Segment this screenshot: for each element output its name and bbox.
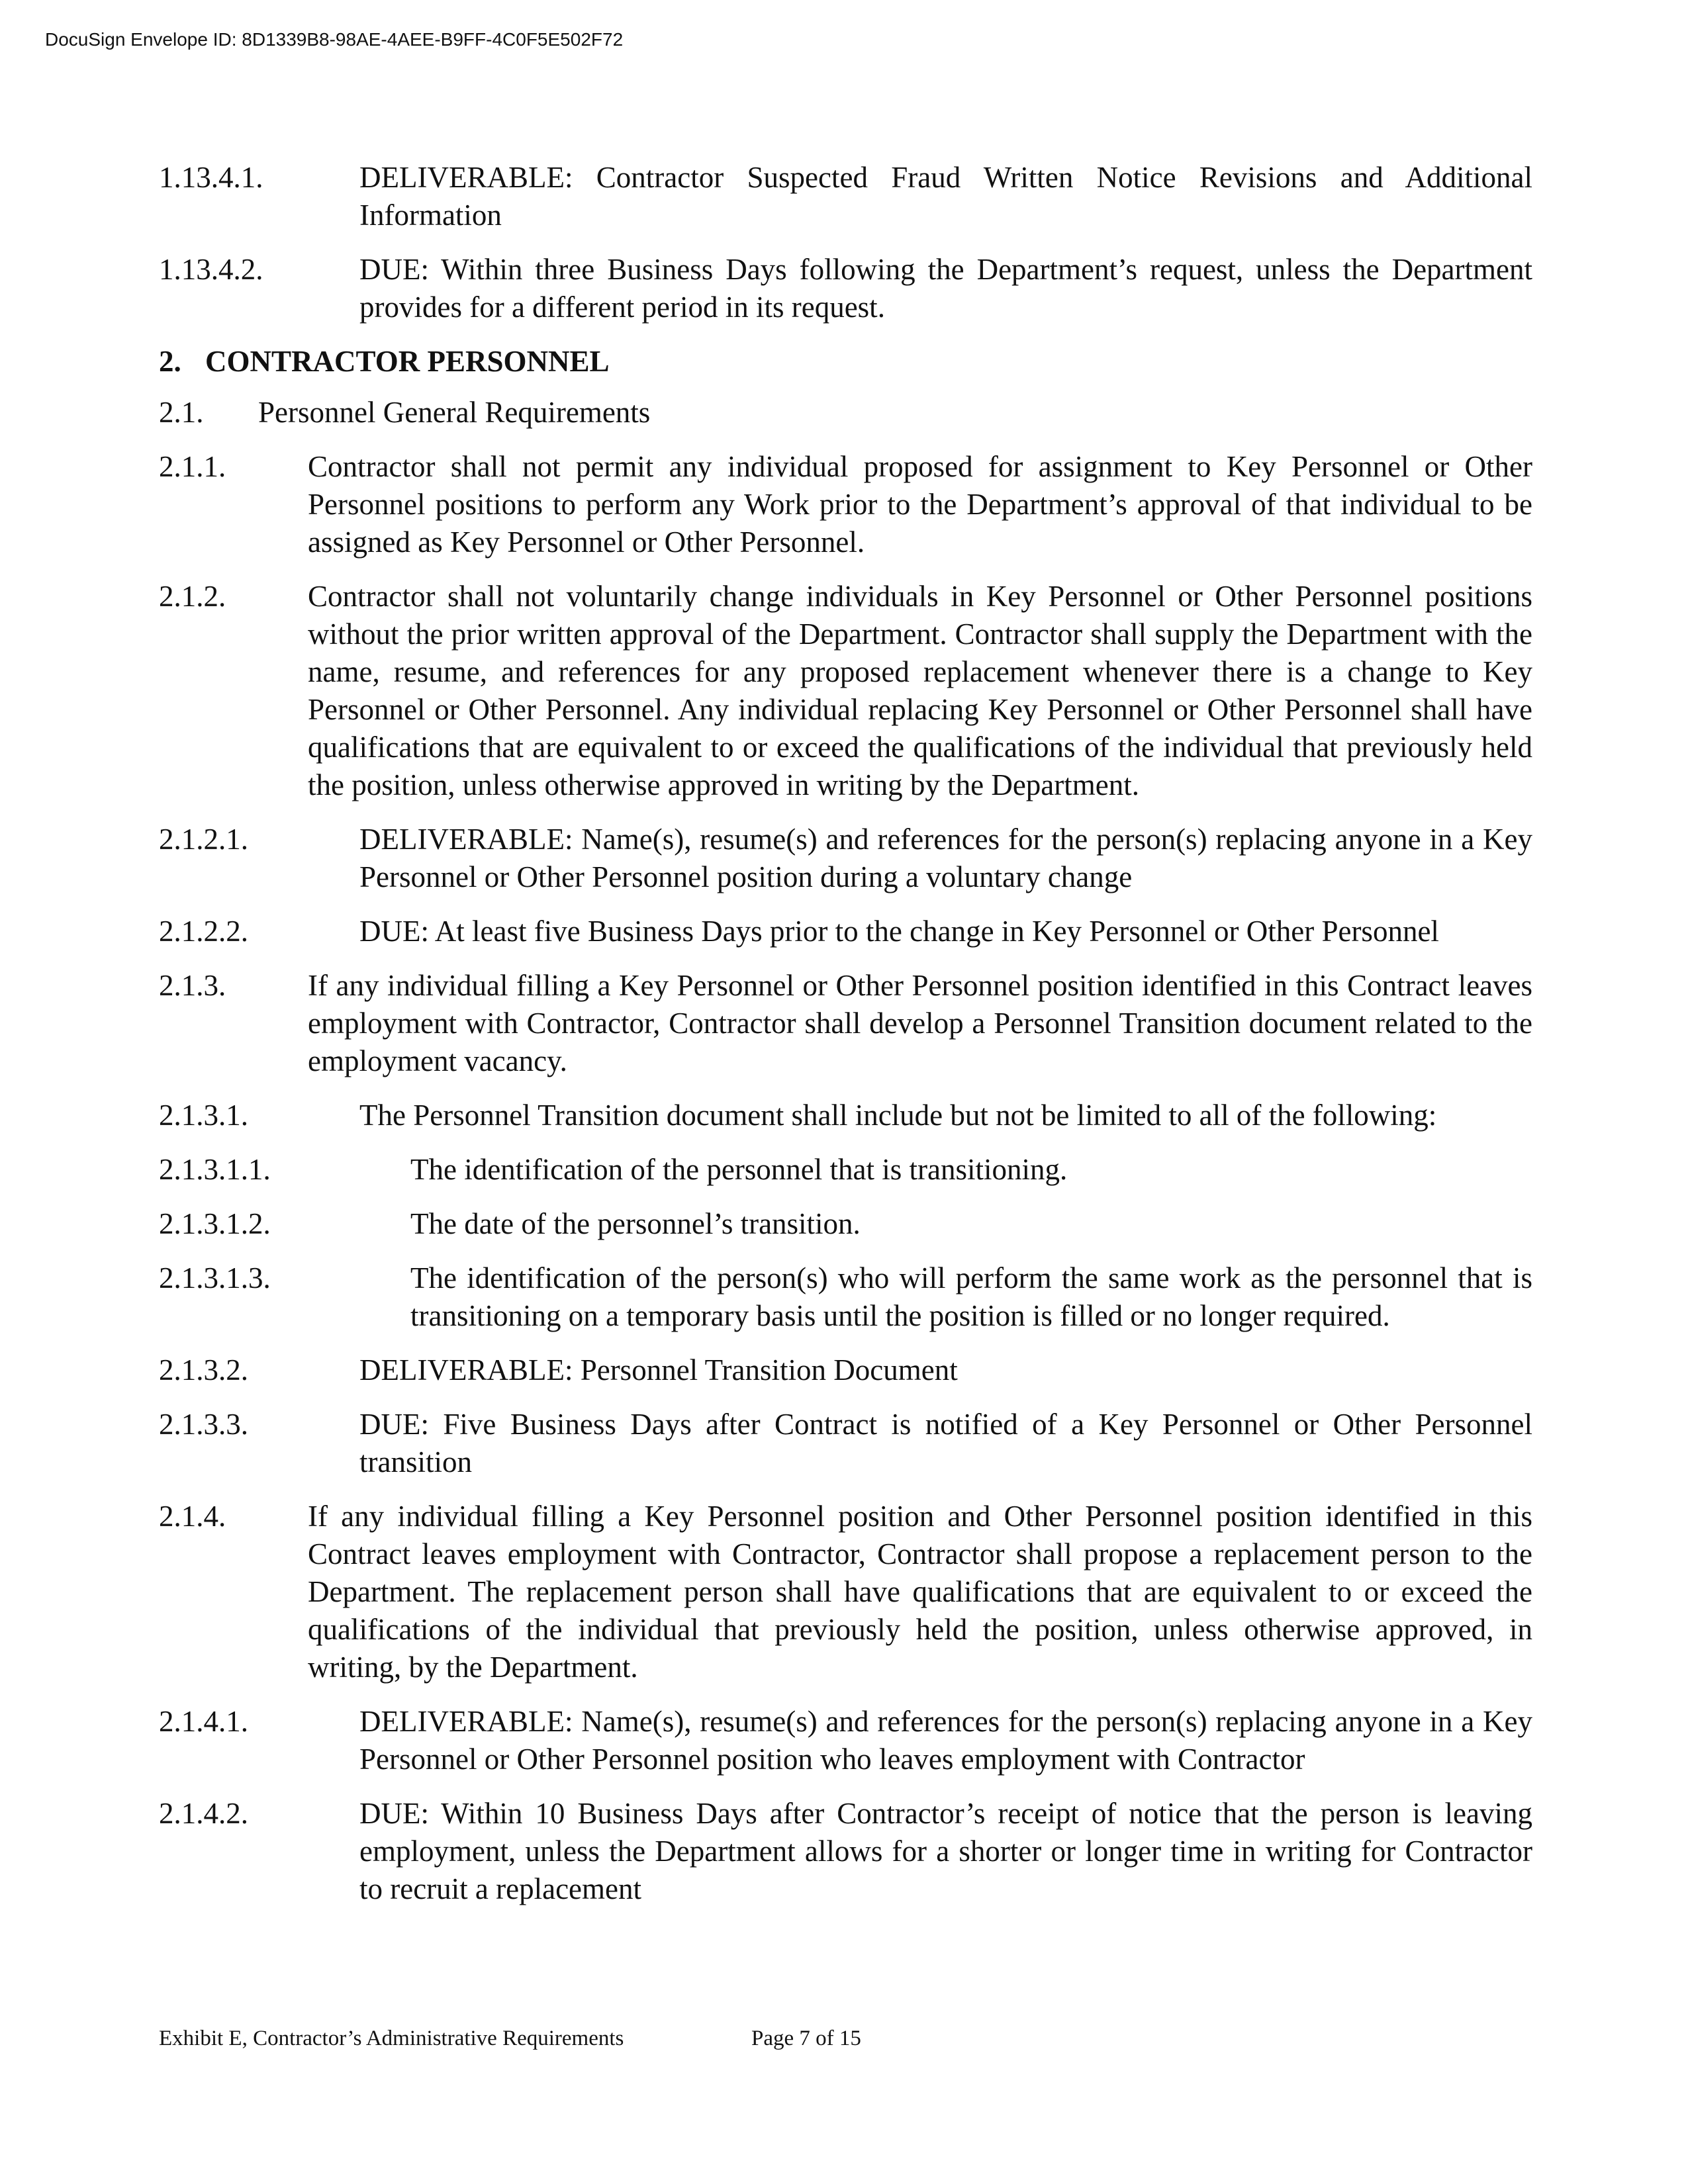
section-2-1-4 bbox=[159, 1498, 1532, 1686]
section-number: 2.1.3.1.2. bbox=[159, 1207, 271, 1240]
section-2-1-3-1-3 bbox=[159, 1259, 1532, 1335]
heading-number: 2. bbox=[159, 345, 181, 378]
section-text: If any individual filling a Key Personnel position and Other Personnel position identified in this Contract leaves employment with Contractor, Contractor shall propose a replacement person to the Department. The replacement person shall have qualifications that are equivalent to or exceed the qualifications of the individual that previously held the position, unless otherwise approved, in writing, by the Department. bbox=[308, 1500, 1532, 1684]
section-number: 2.1.4.1. bbox=[159, 1705, 248, 1738]
subheading-text: Personnel General Requirements bbox=[258, 396, 651, 429]
section-2-1-3-2 bbox=[159, 1351, 1532, 1389]
section-text: DUE: At least five Business Days prior to the change in Key Personnel or Other Personnel bbox=[359, 915, 1439, 948]
section-number: 1.13.4.1. bbox=[159, 161, 263, 194]
section-number: 2.1.3.1.1. bbox=[159, 1153, 271, 1186]
section-number: 2.1.3.1.3. bbox=[159, 1261, 271, 1295]
envelope-id: DocuSign Envelope ID: 8D1339B8-98AE-4AEE-B9FF-4C0F5E502F72 bbox=[45, 29, 624, 50]
section-text: The date of the personnel’s transition. bbox=[410, 1207, 861, 1240]
section-2-1-2-1 bbox=[159, 821, 1532, 896]
section-1-13-4-1 bbox=[159, 159, 1532, 234]
section-number: 2.1.3.1. bbox=[159, 1099, 248, 1132]
page-footer bbox=[159, 2026, 861, 2051]
section-2-1-1 bbox=[159, 448, 1532, 561]
section-text: Contractor shall not permit any individual proposed for assignment to Key Personnel or Other Personnel positions to perform any Work prior to the Department’s approval of that individual to be assigned as Key Personnel or Other Personnel. bbox=[308, 450, 1532, 559]
section-text: The Personnel Transition document shall include but not be limited to all of the following: bbox=[359, 1099, 1437, 1132]
section-text: The identification of the person(s) who will perform the same work as the personnel that is transitioning on a temporary basis until the position is filled or no longer required. bbox=[410, 1261, 1532, 1332]
section-text: DELIVERABLE: Name(s), resume(s) and references for the person(s) replacing anyone in a Key Personnel or Other Personnel position who leaves employment with Contractor bbox=[359, 1705, 1532, 1776]
section-text: DUE: Five Business Days after Contract is notified of a Key Personnel or Other Personnel transition bbox=[359, 1408, 1532, 1479]
section-2-1-4-1 bbox=[159, 1703, 1532, 1778]
section-number: 2.1.2.1. bbox=[159, 823, 248, 856]
document-body bbox=[159, 159, 1532, 1925]
section-text: DELIVERABLE: Name(s), resume(s) and references for the person(s) replacing anyone in a Key Personnel or Other Personnel position during a voluntary change bbox=[359, 823, 1532, 893]
section-heading-2 bbox=[159, 343, 1532, 381]
section-number: 2.1. bbox=[159, 396, 204, 429]
section-2-1-3-1-2 bbox=[159, 1205, 1532, 1243]
section-number: 2.1.3.3. bbox=[159, 1408, 248, 1441]
section-2-1-3-1-1 bbox=[159, 1151, 1532, 1189]
page-number: Page 7 of 15 bbox=[751, 2026, 861, 2050]
section-2-1-3 bbox=[159, 967, 1532, 1080]
section-text: DELIVERABLE: Personnel Transition Document bbox=[359, 1353, 958, 1387]
heading-text: CONTRACTOR PERSONNEL bbox=[205, 345, 610, 378]
section-2-1-4-2 bbox=[159, 1795, 1532, 1908]
section-number: 2.1.3.2. bbox=[159, 1353, 248, 1387]
section-1-13-4-2 bbox=[159, 251, 1532, 326]
section-number: 1.13.4.2. bbox=[159, 253, 263, 286]
section-2-1-2 bbox=[159, 578, 1532, 804]
section-text: DELIVERABLE: Contractor Suspected Fraud Written Notice Revisions and Additional Information bbox=[359, 161, 1532, 232]
section-number: 2.1.3. bbox=[159, 969, 226, 1002]
section-number: 2.1.2. bbox=[159, 580, 226, 613]
section-2-1-3-3 bbox=[159, 1406, 1532, 1481]
section-number: 2.1.4.2. bbox=[159, 1797, 248, 1830]
section-text: The identification of the personnel that is transitioning. bbox=[410, 1153, 1068, 1186]
section-text: Contractor shall not voluntarily change individuals in Key Personnel or Other Personnel positions without the prior written approval of the Department. Contractor shall supply the Department with the name, resume, and references for any proposed replacement whenever there is a change to Key Personnel or Other Personnel. Any individual replacing Key Personnel or Other Personnel shall have qualifications that are equivalent to or exceed the qualifications of the individual that previously held the position, unless otherwise approved in writing by the Department. bbox=[308, 580, 1532, 801]
section-text: DUE: Within 10 Business Days after Contractor’s receipt of notice that the person is leaving employment, unless the Department allows for a shorter or longer time in writing for Contractor to recruit a replacement bbox=[359, 1797, 1532, 1905]
section-number: 2.1.1. bbox=[159, 450, 226, 483]
section-text: If any individual filling a Key Personnel or Other Personnel position identified in this Contract leaves employment with Contractor, Contractor shall develop a Personnel Transition document related to the employment vacancy. bbox=[308, 969, 1532, 1077]
section-text: DUE: Within three Business Days following the Department’s request, unless the Department provides for a different period in its request. bbox=[359, 253, 1532, 324]
section-number: 2.1.2.2. bbox=[159, 915, 248, 948]
section-2-1-2-2 bbox=[159, 913, 1532, 950]
section-number: 2.1.4. bbox=[159, 1500, 226, 1533]
section-2-1-3-1 bbox=[159, 1097, 1532, 1134]
footer-title: Exhibit E, Contractor’s Administrative Requirements bbox=[159, 2026, 624, 2050]
section-2-1 bbox=[159, 394, 1532, 432]
